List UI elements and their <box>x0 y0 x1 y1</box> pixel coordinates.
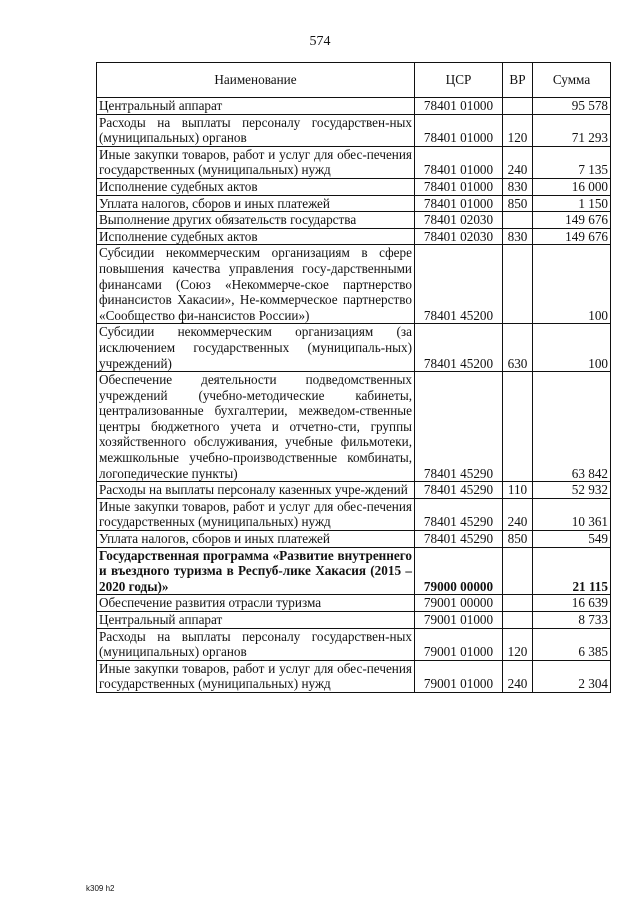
row-sum: 149 676 <box>533 212 611 229</box>
row-sum: 8 733 <box>533 612 611 629</box>
row-vr: 850 <box>503 531 533 548</box>
table-row <box>97 372 611 482</box>
row-sum: 71 293 <box>533 114 611 146</box>
row-vr <box>503 372 533 482</box>
table-row <box>97 547 611 595</box>
row-csr: 79000 00000 <box>415 547 503 595</box>
row-vr <box>503 245 533 324</box>
row-vr <box>503 612 533 629</box>
header-name: Наименование <box>97 63 415 98</box>
row-name: Расходы на выплаты персоналу казенных учре-ждений <box>97 482 415 499</box>
row-csr: 78401 01000 <box>415 114 503 146</box>
row-vr <box>503 212 533 229</box>
row-csr: 78401 45290 <box>415 531 503 548</box>
row-name: Иные закупки товаров, работ и услуг для обес-печения государственных (муниципальных) нужд <box>97 146 415 178</box>
table-row <box>97 595 611 612</box>
row-sum: 2 304 <box>533 660 611 692</box>
row-name: Уплата налогов, сборов и иных платежей <box>97 195 415 212</box>
row-name: Исполнение судебных актов <box>97 178 415 195</box>
row-sum: 6 385 <box>533 628 611 660</box>
table-header-row <box>97 63 611 98</box>
row-name: Иные закупки товаров, работ и услуг для обес-печения государственных (муниципальных) нужд <box>97 660 415 692</box>
row-csr: 79001 01000 <box>415 660 503 692</box>
header-sum: Сумма <box>533 63 611 98</box>
row-sum: 100 <box>533 245 611 324</box>
header-vr: ВР <box>503 63 533 98</box>
row-csr: 78401 01000 <box>415 178 503 195</box>
table-row <box>97 228 611 245</box>
row-csr: 78401 01000 <box>415 146 503 178</box>
table-row <box>97 146 611 178</box>
row-vr: 630 <box>503 324 533 372</box>
table-row <box>97 212 611 229</box>
table-row <box>97 98 611 115</box>
table-row <box>97 628 611 660</box>
row-csr: 79001 00000 <box>415 595 503 612</box>
table-body <box>97 98 611 693</box>
row-sum: 63 842 <box>533 372 611 482</box>
row-vr: 850 <box>503 195 533 212</box>
row-vr <box>503 595 533 612</box>
row-name: Центральный аппарат <box>97 612 415 629</box>
table-row <box>97 531 611 548</box>
row-csr: 79001 01000 <box>415 612 503 629</box>
row-vr: 830 <box>503 228 533 245</box>
row-name: Субсидии некоммерческим организациям в сфере повышения качества управления госу-дарственными финансами (Союз «Некоммерче-ское партнерство финансистов Хакасии», Не-коммерческое партнерство «Сообщество фи-нансистов России») <box>97 245 415 324</box>
row-vr: 240 <box>503 660 533 692</box>
row-vr <box>503 98 533 115</box>
table-row <box>97 482 611 499</box>
row-name: Расходы на выплаты персоналу государствен-ных (муниципальных) органов <box>97 114 415 146</box>
row-csr: 78401 02030 <box>415 212 503 229</box>
table-row <box>97 498 611 530</box>
row-csr: 79001 01000 <box>415 628 503 660</box>
table-row <box>97 660 611 692</box>
row-name: Расходы на выплаты персоналу государствен-ных (муниципальных) органов <box>97 628 415 660</box>
row-sum: 16 000 <box>533 178 611 195</box>
row-csr: 78401 45200 <box>415 245 503 324</box>
row-vr: 110 <box>503 482 533 499</box>
row-sum: 95 578 <box>533 98 611 115</box>
row-sum: 1 150 <box>533 195 611 212</box>
header-csr: ЦСР <box>415 63 503 98</box>
row-csr: 78401 02030 <box>415 228 503 245</box>
row-vr: 830 <box>503 178 533 195</box>
row-vr: 120 <box>503 628 533 660</box>
row-name: Уплата налогов, сборов и иных платежей <box>97 531 415 548</box>
row-name: Выполнение других обязательств государства <box>97 212 415 229</box>
row-csr: 78401 01000 <box>415 195 503 212</box>
table-row <box>97 245 611 324</box>
row-vr: 240 <box>503 146 533 178</box>
page-number: 574 <box>309 34 331 49</box>
row-name: Обеспечение развития отрасли туризма <box>97 595 415 612</box>
row-csr: 78401 01000 <box>415 98 503 115</box>
budget-table <box>96 62 611 693</box>
row-name: Исполнение судебных актов <box>97 228 415 245</box>
row-csr: 78401 45290 <box>415 372 503 482</box>
row-name: Центральный аппарат <box>97 98 415 115</box>
table-row <box>97 612 611 629</box>
row-sum: 549 <box>533 531 611 548</box>
row-sum: 7 135 <box>533 146 611 178</box>
footer-code: k309 h2 <box>86 884 115 893</box>
row-name: Иные закупки товаров, работ и услуг для обес-печения государственных (муниципальных) нужд <box>97 498 415 530</box>
row-vr: 120 <box>503 114 533 146</box>
table-row <box>97 324 611 372</box>
row-vr: 240 <box>503 498 533 530</box>
table-row <box>97 114 611 146</box>
row-vr <box>503 547 533 595</box>
row-name: Субсидии некоммерческим организациям (за исключением государственных (муниципаль-ных) учреждений) <box>97 324 415 372</box>
row-sum: 149 676 <box>533 228 611 245</box>
row-name: Обеспечение деятельности подведомственных учреждений (учебно-методические кабинеты, централизованные бухгалтерии, межведом-ственные центры бюджетного учета и отчетно-сти, группы хозяйственного обслуживания, учебные фильмотеки, межшкольные учебно-производственные комбинаты, логопедические пункты) <box>97 372 415 482</box>
row-sum: 16 639 <box>533 595 611 612</box>
row-sum: 52 932 <box>533 482 611 499</box>
row-csr: 78401 45200 <box>415 324 503 372</box>
row-csr: 78401 45290 <box>415 498 503 530</box>
row-sum: 10 361 <box>533 498 611 530</box>
row-sum: 100 <box>533 324 611 372</box>
table-row <box>97 195 611 212</box>
table-row <box>97 178 611 195</box>
row-sum: 21 115 <box>533 547 611 595</box>
row-csr: 78401 45290 <box>415 482 503 499</box>
row-name: Государственная программа «Развитие внутреннего и въездного туризма в Респуб-лике Хакасия (2015 – 2020 годы)» <box>97 547 415 595</box>
